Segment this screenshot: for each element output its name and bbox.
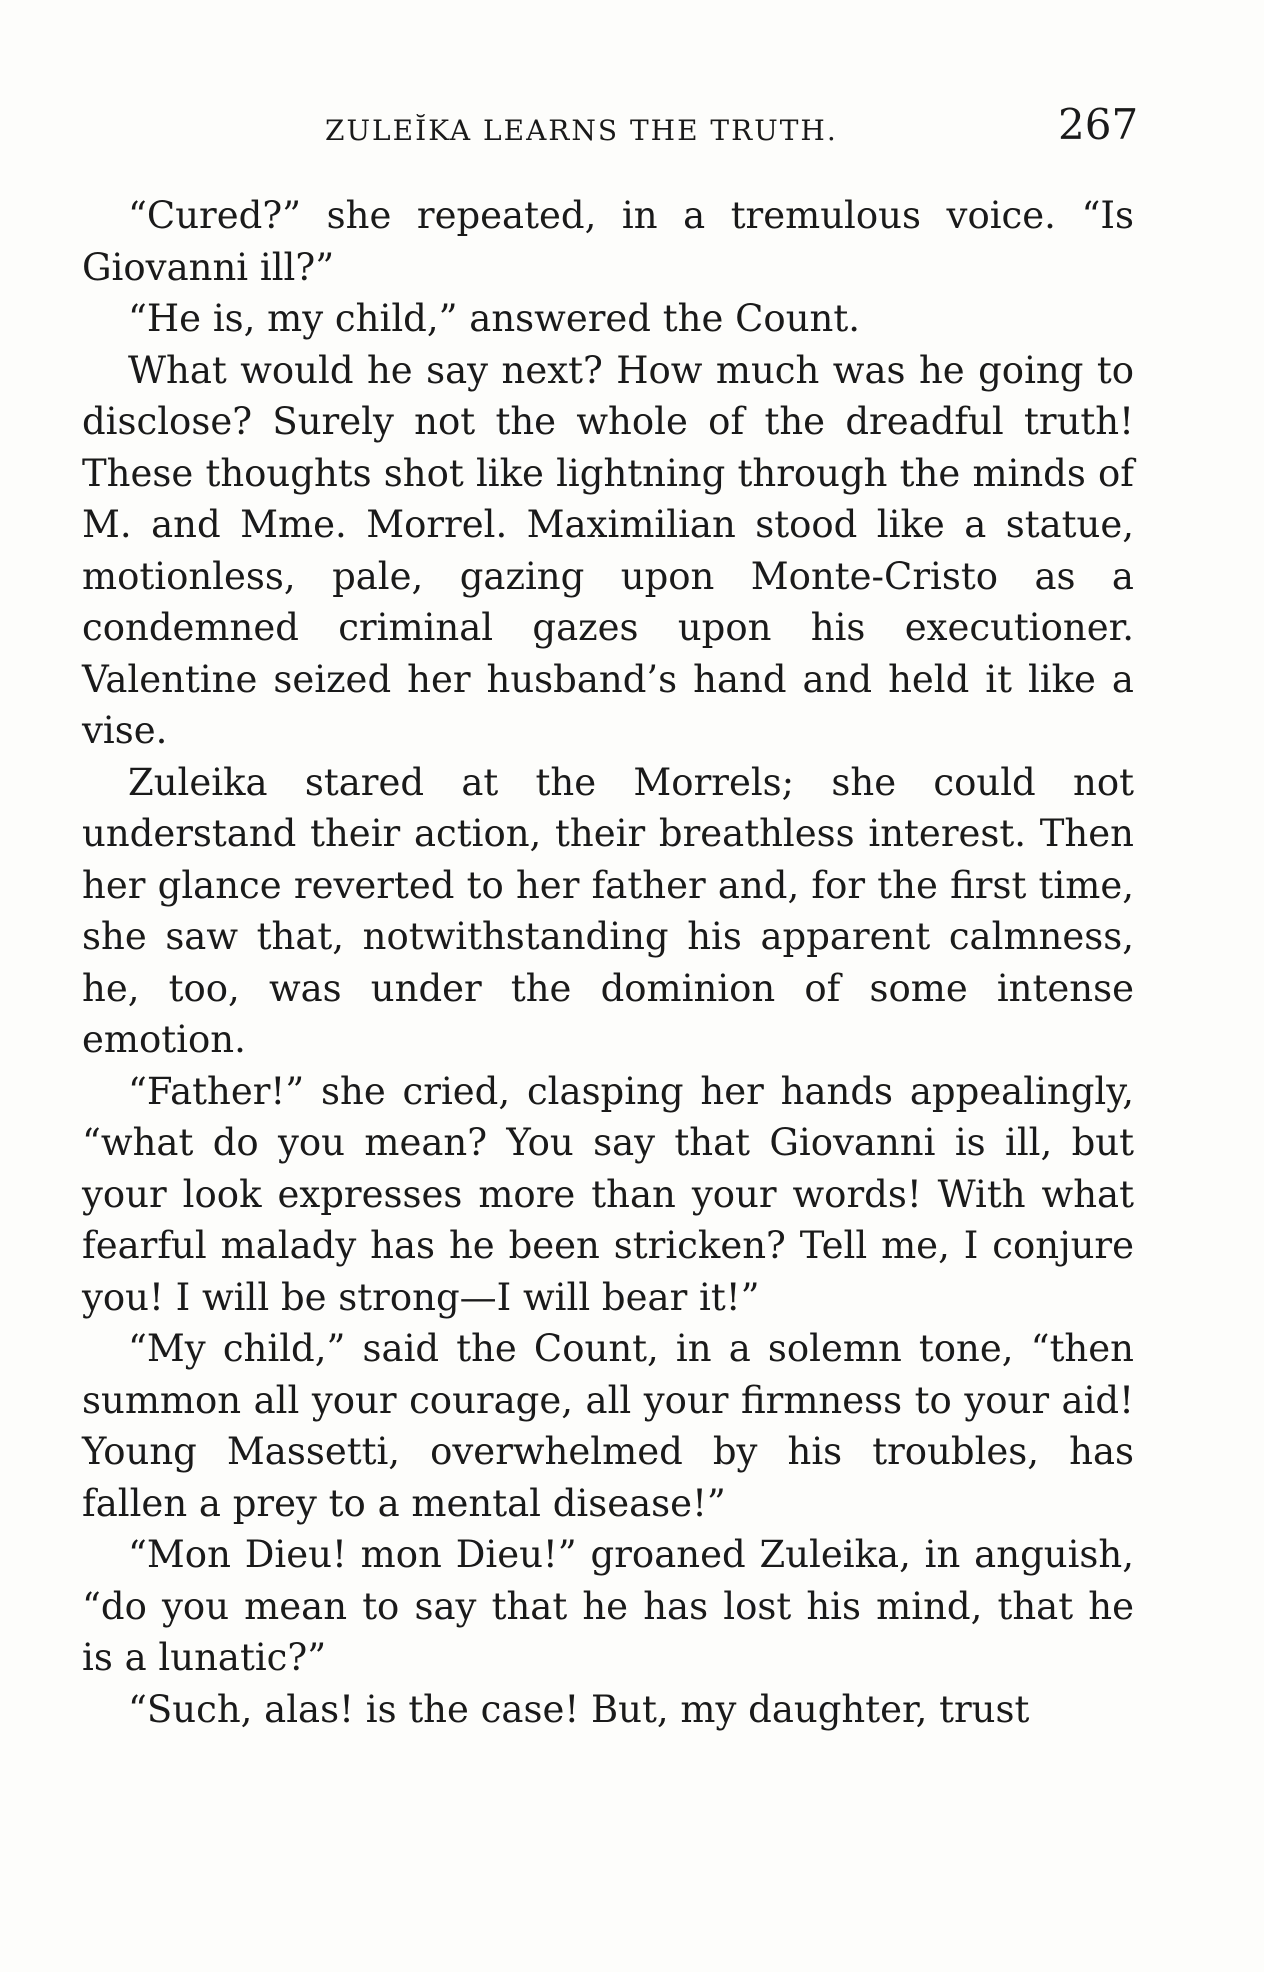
running-title: ZULEĬKA LEARNS THE TRUTH. [325, 114, 838, 147]
paragraph: “Cured?” she repeated, in a tremulous voice. “Is Giovanni ill?” [82, 194, 1134, 289]
body-text [82, 190, 1134, 1735]
paragraph: Zuleika stared at the Morrels; she could not understand their action, their breathless interest. Then her glance reverted to her father and, for the first time, she saw that, notwithstanding his apparent calmness, he, too, was under the dominion of some intense emotion. [82, 760, 1134, 1061]
page-number: 267 [1058, 100, 1139, 149]
running-head [0, 100, 1264, 160]
paragraph: What would he say next? How much was he going to disclose? Surely not the whole of the dreadful truth! These thoughts shot like lightning through the minds of M. and Mme. Morrel. Maximilian stood like a statue, motionless, pale, gazing upon Monte-Cristo as a condemned criminal gazes upon his executioner. Valentine seized her husband’s hand and held it like a vise. [82, 348, 1134, 752]
paragraph: “He is, my child,” answered the Count. [128, 297, 860, 340]
paragraph: “Such, alas! is the case! But, my daughter, trust [128, 1687, 1030, 1731]
paragraph: “Mon Dieu! mon Dieu!” groaned Zuleika, in anguish, “do you mean to say that he has lost his mind, that he is a lunatic?” [82, 1533, 1134, 1679]
paragraph: “My child,” said the Count, in a solemn tone, “then summon all your courage, all your firmness to your aid! Young Massetti, overwhelmed by his troubles, has fallen a prey to a mental disease!” [82, 1327, 1134, 1525]
paragraph: “Father!” she cried, clasping her hands appealingly, “what do you mean? You say that Giovanni is ill, but your look expresses more than your words! With what fearful malady has he been stricken? Tell me, I conjure you! I will be strong—I will bear it!” [82, 1069, 1134, 1319]
